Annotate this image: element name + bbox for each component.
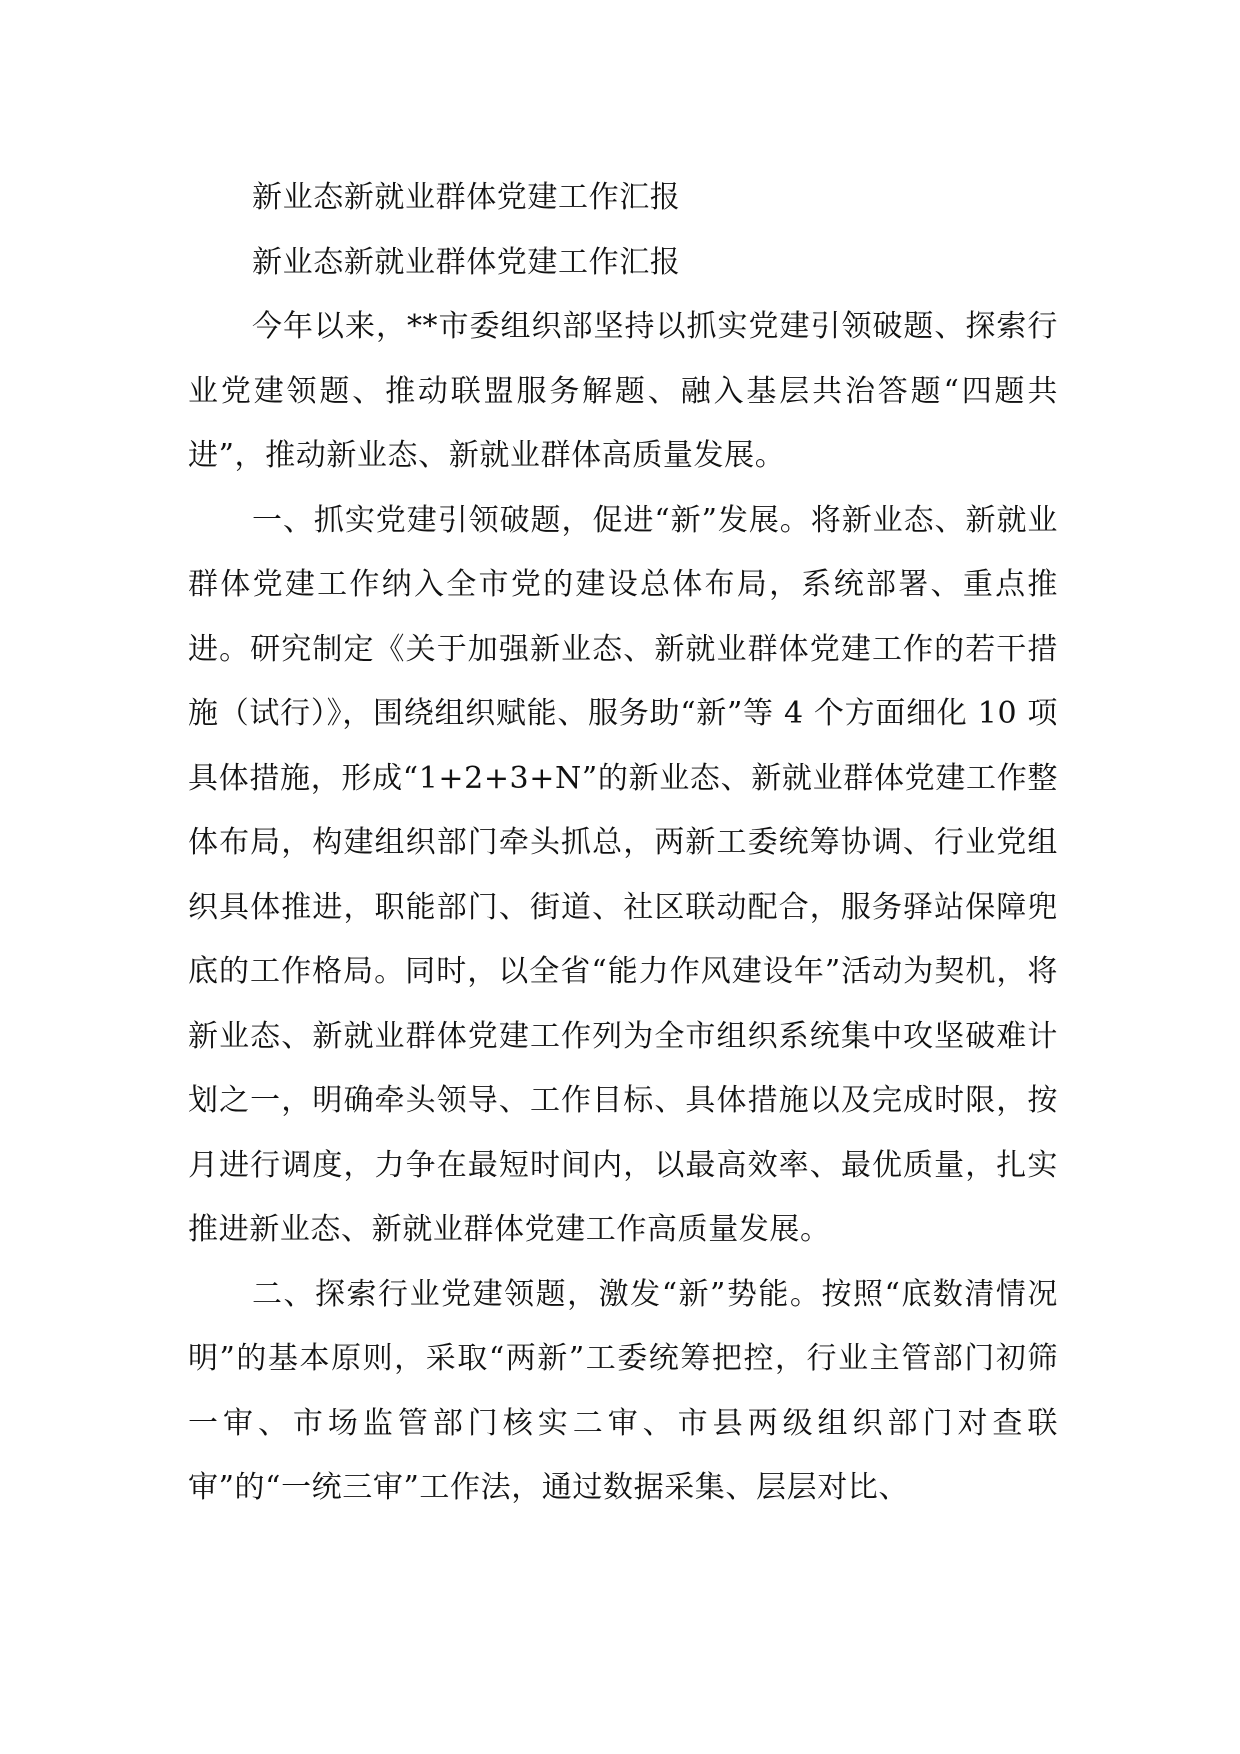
paragraph-section-1: 一、抓实党建引领破题，促进“新”发展。将新业态、新就业群体党建工作纳入全市党的建设总体布局，系统部署、重点推进。研究制定《关于加强新业态、新就业群体党建工作的若干措施（试行）》，围绕组织赋能、服务助“新”等 4 个方面细化 10 项具体措施，形成“1+2+3+N”的新业态、新就业群体党建工作整体布局，构建组织部门牵头抓总，两新工委统筹协调、行业党组织具体推进，职能部门、街道、社区联动配合，服务驿站保障兜底的工作格局。同时，以全省“能力作风建设年”活动为契机，将新业态、新就业群体党建工作列为全市组织系统集中攻坚破难计划之一，明确牵头领导、工作目标、具体措施以及完成时限，按月进行调度，力争在最短时间内，以最高效率、最优质量，扎实推进新业态、新就业群体党建工作高质量发展。 [188, 502, 1058, 1247]
document-subtitle: 新业态新就业群体党建工作汇报 [252, 244, 681, 280]
document-title: 新业态新就业群体党建工作汇报 [252, 180, 681, 215]
document-body [188, 166, 1058, 1521]
paragraph-intro: 今年以来，**市委组织部坚持以抓实党建引领破题、探索行业党建领题、推动联盟服务解题、融入基层共治答题“四题共进”，推动新业态、新就业群体高质量发展。 [188, 309, 1058, 473]
paragraph-section-2: 二、探索行业党建领题，激发“新”势能。按照“底数清情况明”的基本原则，采取“两新”工委统筹把控，行业主管部门初筛一审、市场监管部门核实二审、市县两级组织部门对查联审”的“一统三审”工作法，通过数据采集、层层对比、 [188, 1276, 1058, 1505]
